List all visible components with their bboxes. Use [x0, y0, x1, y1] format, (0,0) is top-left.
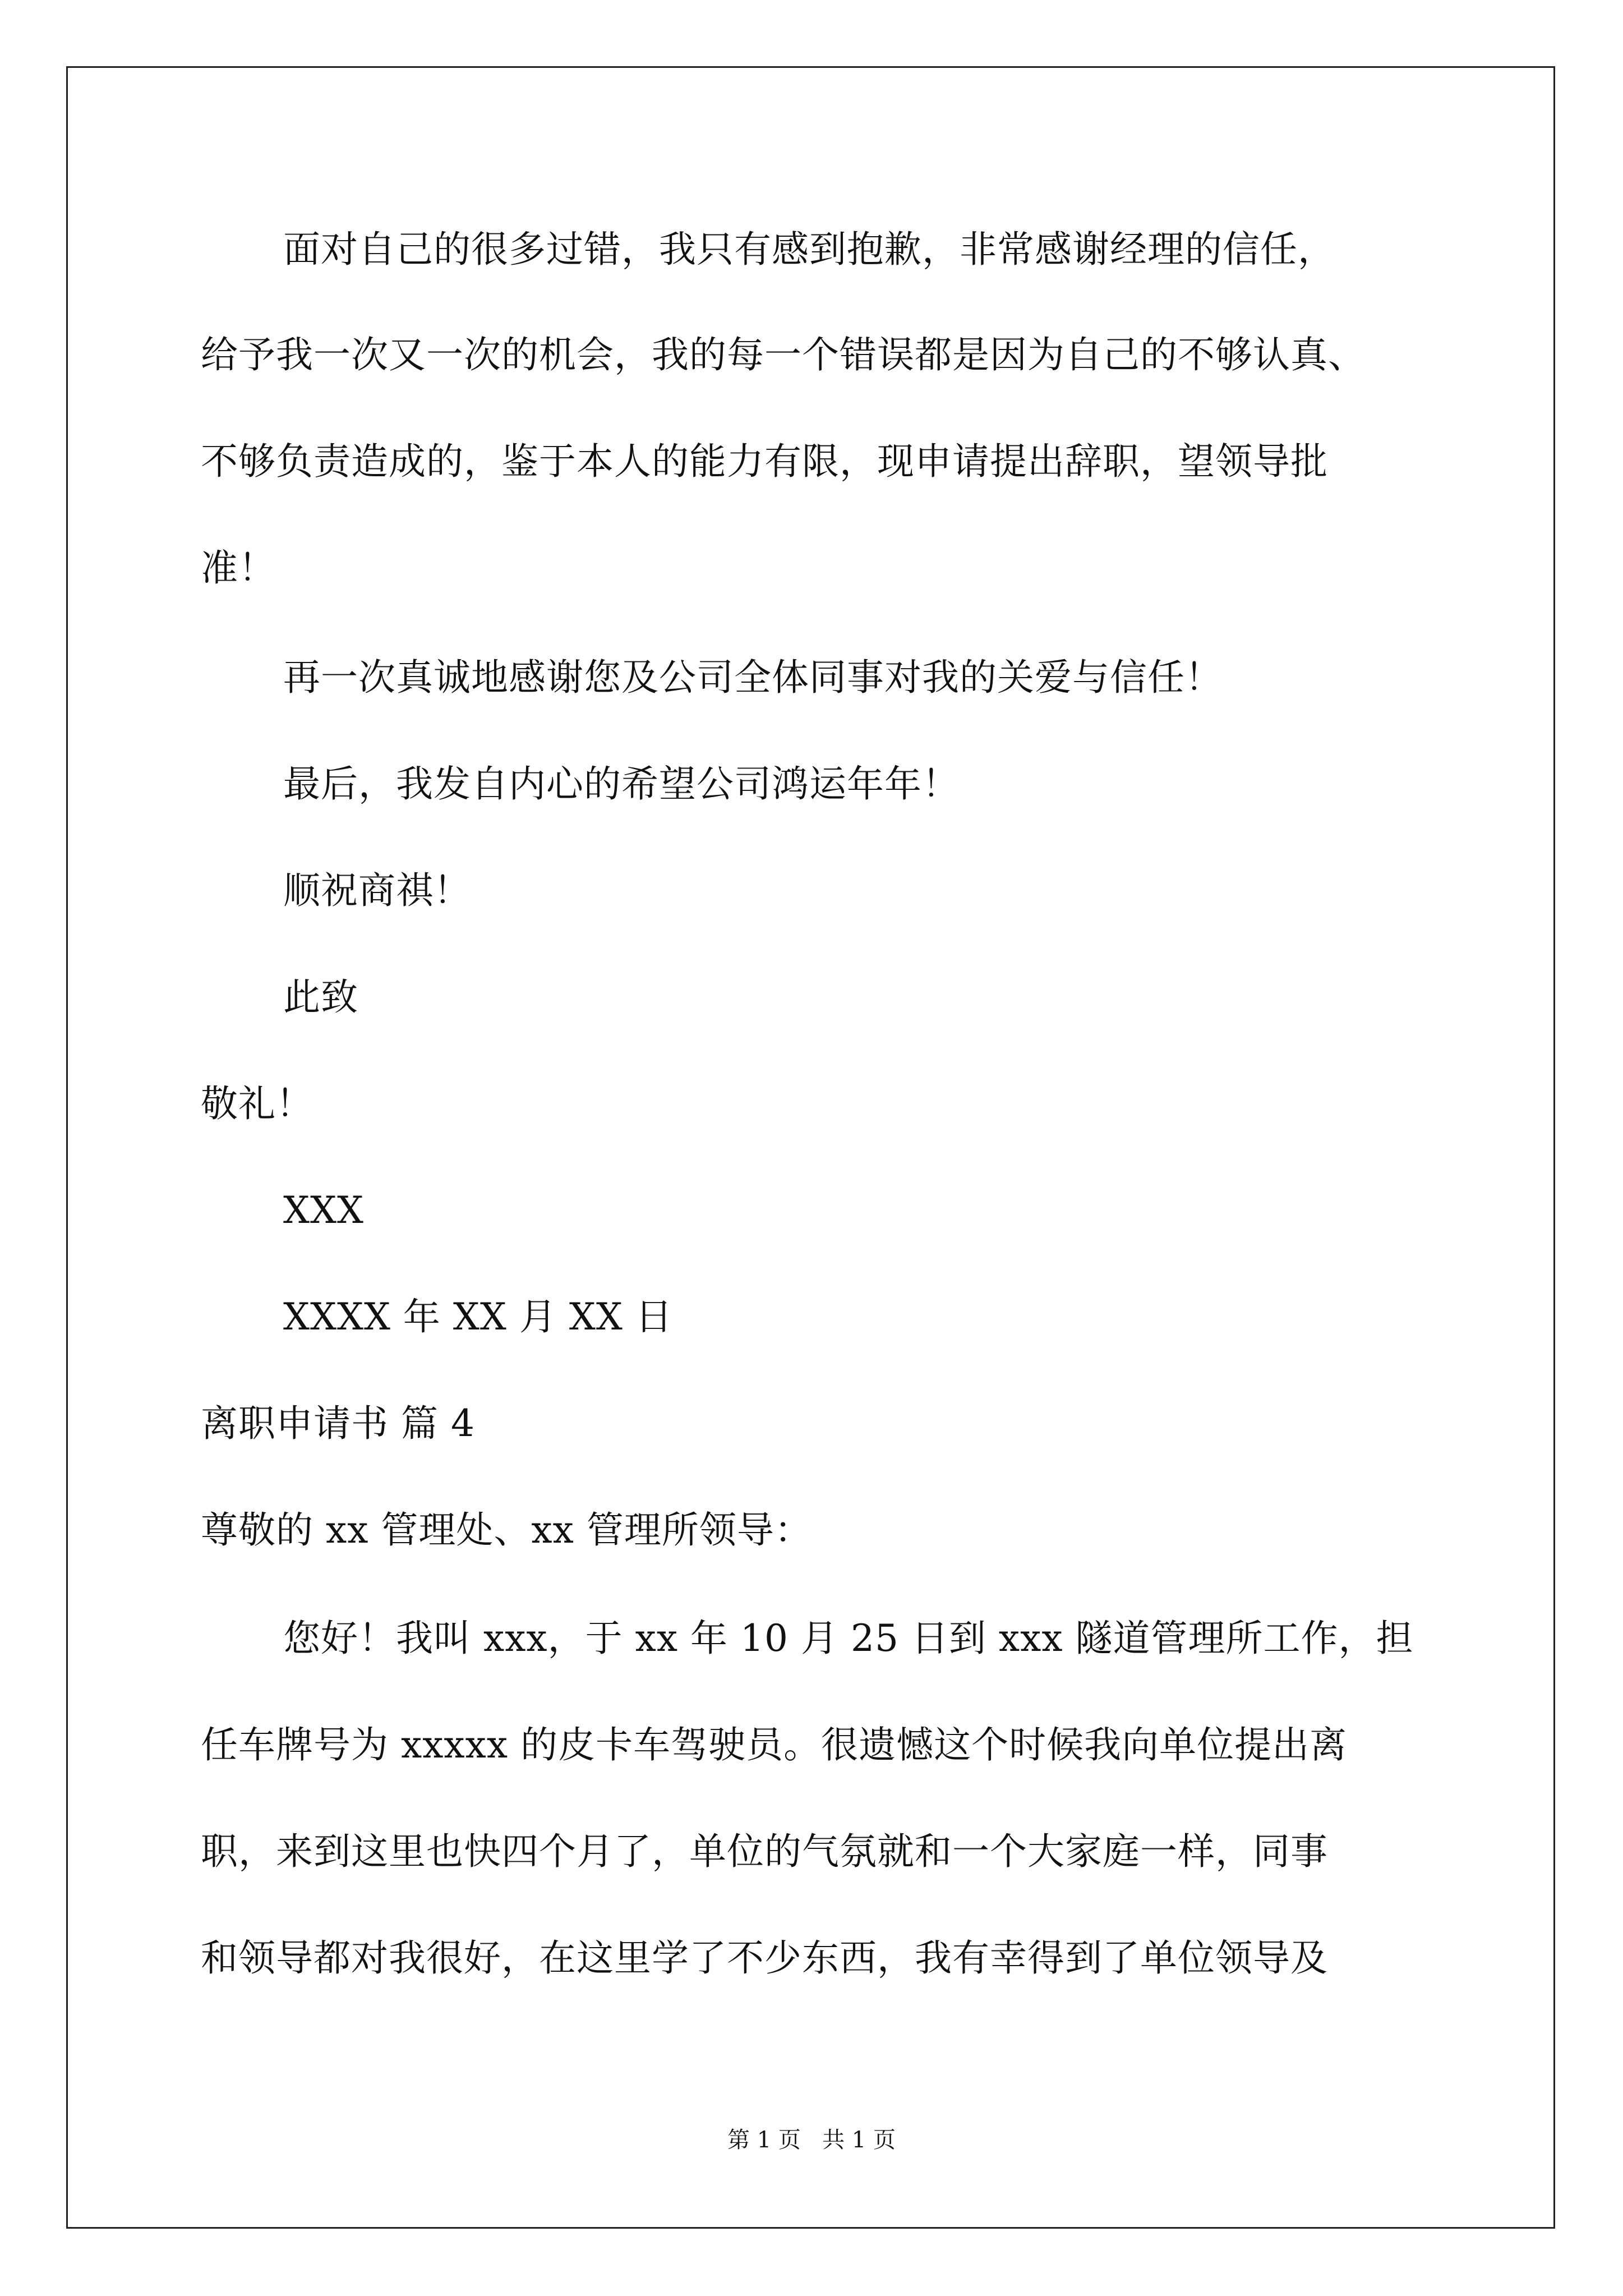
paragraph-line: 和领导都对我很好，在这里学了不少东西，我有幸得到了单位领导及	[201, 1936, 1328, 1980]
paragraph-line: 最后，我发自内心的希望公司鸿运年年！	[283, 762, 960, 806]
paragraph-line: 给予我一次又一次的机会，我的每一个错误都是因为自己的不够认真、	[201, 333, 1366, 376]
closing-salutation: 此致	[283, 976, 358, 1019]
paragraph-line: 准！	[201, 546, 276, 590]
paragraph-line: 职，来到这里也快四个月了，单位的气氛就和一个大家庭一样，同事	[201, 1830, 1328, 1873]
section-heading: 离职申请书 篇 4	[201, 1402, 475, 1445]
paragraph-line: 任车牌号为 xxxxx 的皮卡车驾驶员。很遗憾这个时候我向单位提出离	[201, 1723, 1348, 1766]
closing-regards: 敬礼！	[201, 1082, 313, 1125]
closing-wish: 顺祝商祺！	[283, 869, 471, 912]
paragraph-line: 再一次真诚地感谢您及公司全体同事对我的关爱与信任！	[283, 656, 1223, 699]
page-border	[66, 66, 1555, 2229]
letter-greeting: 尊敬的 xx 管理处、xx 管理所领导：	[201, 1508, 812, 1552]
signature-name: XXX	[283, 1189, 364, 1232]
page-footer: 第 1 页 共 1 页	[727, 2127, 896, 2153]
paragraph-line: 您好！我叫 xxx，于 xx 年 10 月 25 日到 xxx 隧道管理所工作，担	[283, 1617, 1414, 1660]
paragraph-line: 不够负责造成的，鉴于本人的能力有限，现申请提出辞职，望领导批	[201, 440, 1328, 483]
paragraph-line: 面对自己的很多过错，我只有感到抱歉，非常感谢经理的信任，	[283, 228, 1335, 271]
signature-date: XXXX 年 XX 月 XX 日	[283, 1295, 673, 1338]
